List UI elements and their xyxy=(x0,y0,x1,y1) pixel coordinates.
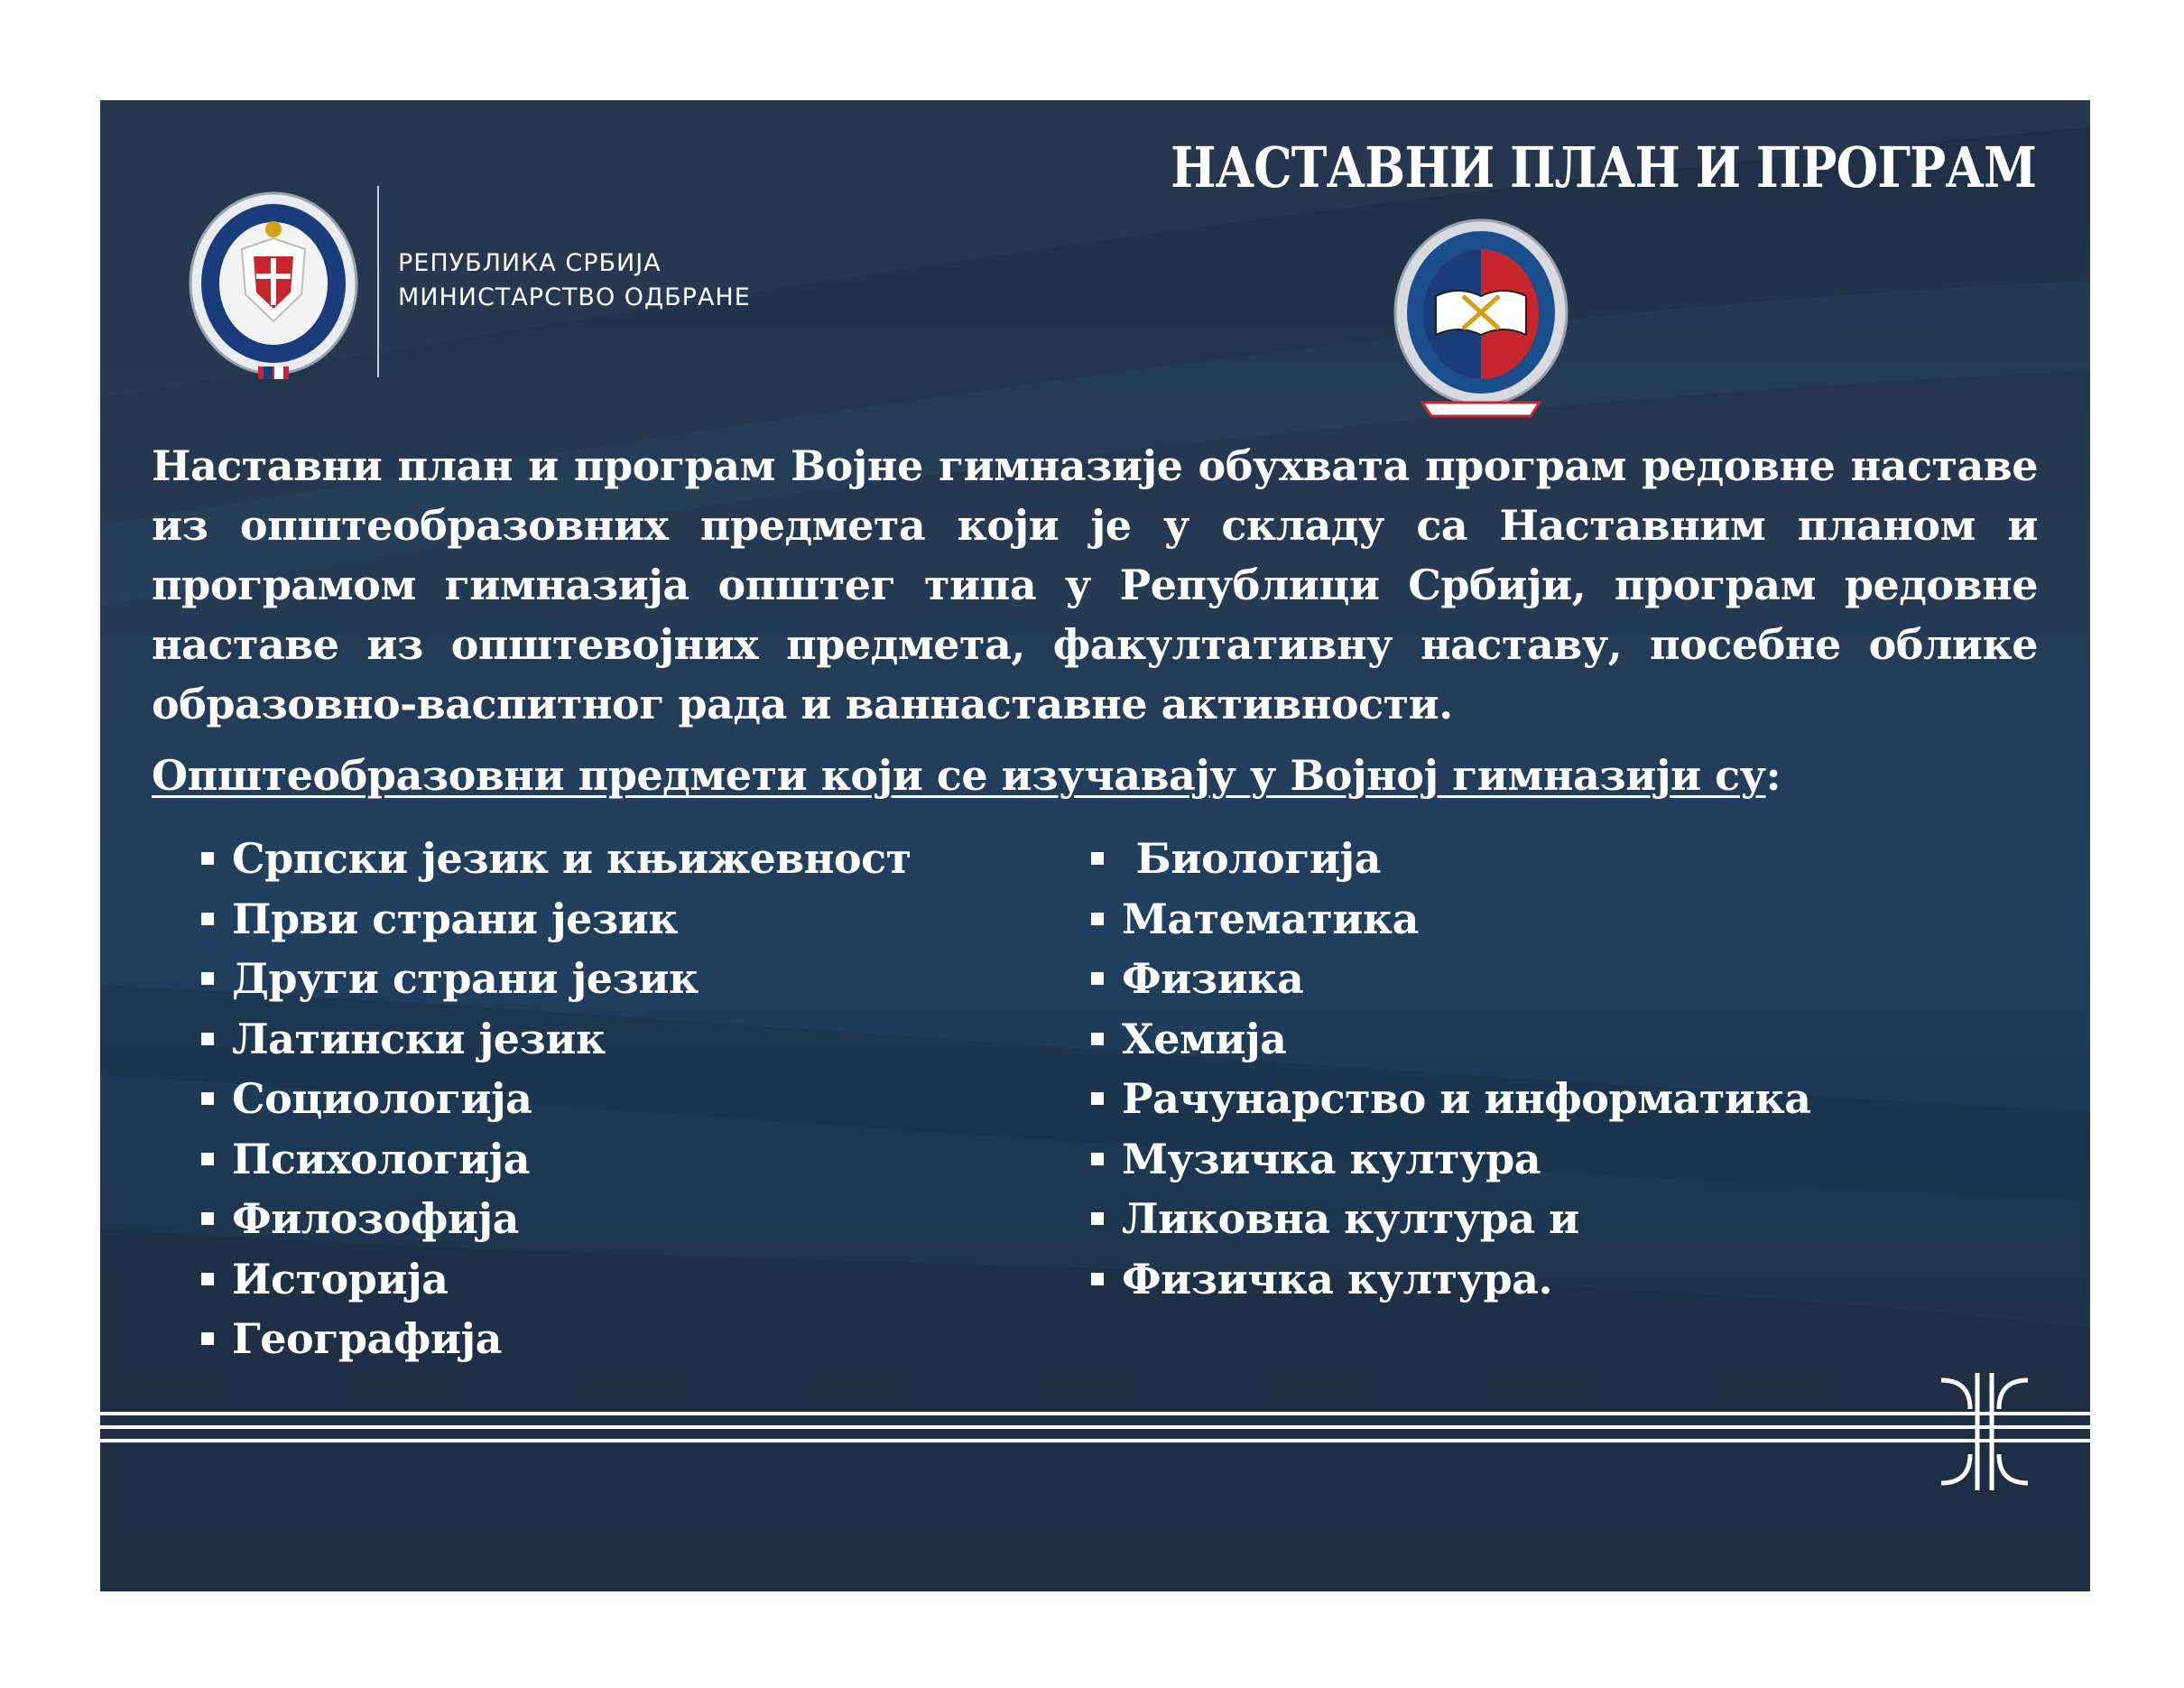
list-item xyxy=(1091,949,1810,1009)
bullet-icon xyxy=(201,972,214,985)
subjects-heading xyxy=(152,748,1781,802)
subjects-heading-text: Општеобразовни предмети који се изучавају у Војној гимназији су xyxy=(152,751,1766,800)
subject-label: Психологија xyxy=(232,1134,531,1183)
subjects-heading-colon: : xyxy=(1765,751,1781,800)
list-item xyxy=(201,1009,912,1070)
ministry-line-2: МИНИСТАРСТВО ОДБРАНЕ xyxy=(398,283,751,311)
ministry-line-1: РЕПУБЛИКА СРБИЈА xyxy=(398,249,662,277)
subject-label: Ликовна култура и xyxy=(1122,1194,1579,1244)
list-item xyxy=(201,1069,912,1129)
bullet-icon xyxy=(1091,1153,1104,1165)
page-title: НАСТАВНИ ПЛАН И ПРОГРАМ xyxy=(1170,134,2036,200)
header-divider xyxy=(377,186,379,377)
list-item xyxy=(201,949,912,1009)
list-item xyxy=(201,1189,912,1249)
intro-paragraph: Наставни план и програм Војне гимназије обухвата програм редовне наставе из општеобразовних предмета који је у складу са Наставним планом и програмом гимназија општег типа у Републици Србији, програм редовне наставе из општевојних предмета, факултативну наставу, посебне облике образовно-васпитног рада и ваннаставне активности. xyxy=(152,441,2038,728)
bullet-icon xyxy=(201,1033,214,1045)
subject-label: Латински језик xyxy=(232,1014,606,1063)
subject-label: Физичка култура. xyxy=(1122,1254,1552,1303)
ministry-name xyxy=(398,246,751,315)
bullet-icon xyxy=(201,852,214,865)
bullet-icon xyxy=(1091,1033,1104,1045)
list-item xyxy=(1091,829,1810,889)
cross-ornament-icon xyxy=(1941,1373,2028,1490)
bullet-icon xyxy=(1091,1273,1104,1285)
bullet-icon xyxy=(201,1153,214,1165)
subjects-list-right xyxy=(1091,829,1810,1309)
subject-label: Математика xyxy=(1122,894,1419,943)
subject-label: Социологија xyxy=(232,1074,532,1124)
bullet-icon xyxy=(1091,852,1104,865)
subject-label: Биологија xyxy=(1122,834,1381,884)
subject-label: Први страни језик xyxy=(232,894,679,943)
subject-label: Други страни језик xyxy=(232,954,699,1004)
subjects-list-left xyxy=(201,829,912,1369)
bullet-icon xyxy=(1091,972,1104,985)
subject-label: Хемија xyxy=(1122,1014,1287,1063)
subject-label: Физика xyxy=(1122,954,1304,1004)
list-item xyxy=(1091,1249,1810,1310)
list-item xyxy=(201,889,912,950)
bullet-icon xyxy=(201,913,214,925)
subject-label: Музичка култура xyxy=(1122,1134,1541,1183)
slide xyxy=(100,100,2090,1591)
subject-label: Рачунарство и информатика xyxy=(1122,1074,1811,1124)
bullet-icon xyxy=(201,1273,214,1285)
bullet-icon xyxy=(1091,1212,1104,1225)
bullet-icon xyxy=(201,1092,214,1105)
subject-label: Географија xyxy=(232,1314,502,1364)
list-item xyxy=(1091,1129,1810,1190)
subject-label: Филозофија xyxy=(232,1194,519,1244)
list-item xyxy=(201,1129,912,1190)
ministry-emblem xyxy=(186,186,362,385)
footer-rules xyxy=(100,1373,2090,1490)
bullet-icon xyxy=(201,1332,214,1345)
list-item xyxy=(201,829,912,889)
list-item xyxy=(1091,1189,1810,1249)
list-item xyxy=(201,1249,912,1310)
list-item xyxy=(1091,889,1810,950)
list-item xyxy=(201,1309,912,1369)
list-item xyxy=(1091,1069,1810,1129)
subject-label: Историја xyxy=(232,1254,449,1303)
list-item xyxy=(1091,1009,1810,1070)
bullet-icon xyxy=(201,1212,214,1225)
bullet-icon xyxy=(1091,1092,1104,1105)
military-gymnasium-emblem xyxy=(1386,213,1576,434)
subject-label: Српски језик и књижевност xyxy=(232,834,912,884)
bullet-icon xyxy=(1091,913,1104,925)
